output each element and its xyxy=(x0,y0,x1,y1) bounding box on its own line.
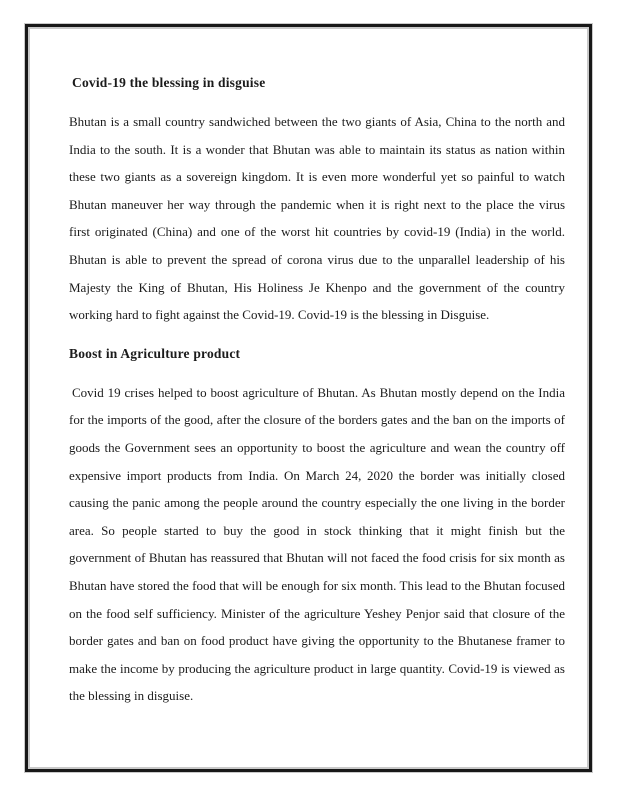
page-border-frame xyxy=(25,24,592,772)
document-title: Covid-19 the blessing in disguise xyxy=(72,75,266,90)
intro-paragraph: Bhutan is a small country sandwiched between the two giants of Asia, China to the north and India to the south. It is a wonder that Bhutan was able to maintain its status as nation within these two giants as a sovereign kingdom. It is even more wonderful yet so painful to watch Bhutan maneuver her way through the pandemic when it is right next to the place the virus first originated (China) and one of the worst hit countries by covid-19 (India) in the world. Bhutan is able to prevent the spread of corona virus due to the unparallel leadership of his Majesty the King of Bhutan, His Holiness Je Khenpo and the government of the country working hard to fight against the Covid-19. Covid-19 is the blessing in Disguise. xyxy=(69,114,565,323)
agriculture-paragraph: Covid 19 crises helped to boost agriculture of Bhutan. As Bhutan mostly depend on the India for the imports of the good, after the closure of the borders gates and the ban on the imports of goods the Government sees an opportunity to boost the agriculture and wean the country off expensive import products from India. On March 24, 2020 the border was initially closed causing the panic among the people around the country especially the one living in the border area. So people started to buy the good in stock thinking that it might finish but the government of Bhutan has reassured that Bhutan will not faced the food crisis for six month as Bhutan have stored the food that will be enough for six month. This lead to the Bhutan focused on the food self sufficiency. Minister of the agriculture Yeshey Penjor said that closure of the border gates and ban on food product have giving the opportunity to the Bhutanese framer to make the income by producing the agriculture product in large quantity. Covid-19 is viewed as the blessing in disguise. xyxy=(69,384,565,704)
section-heading-agriculture: Boost in Agriculture product xyxy=(69,345,241,361)
